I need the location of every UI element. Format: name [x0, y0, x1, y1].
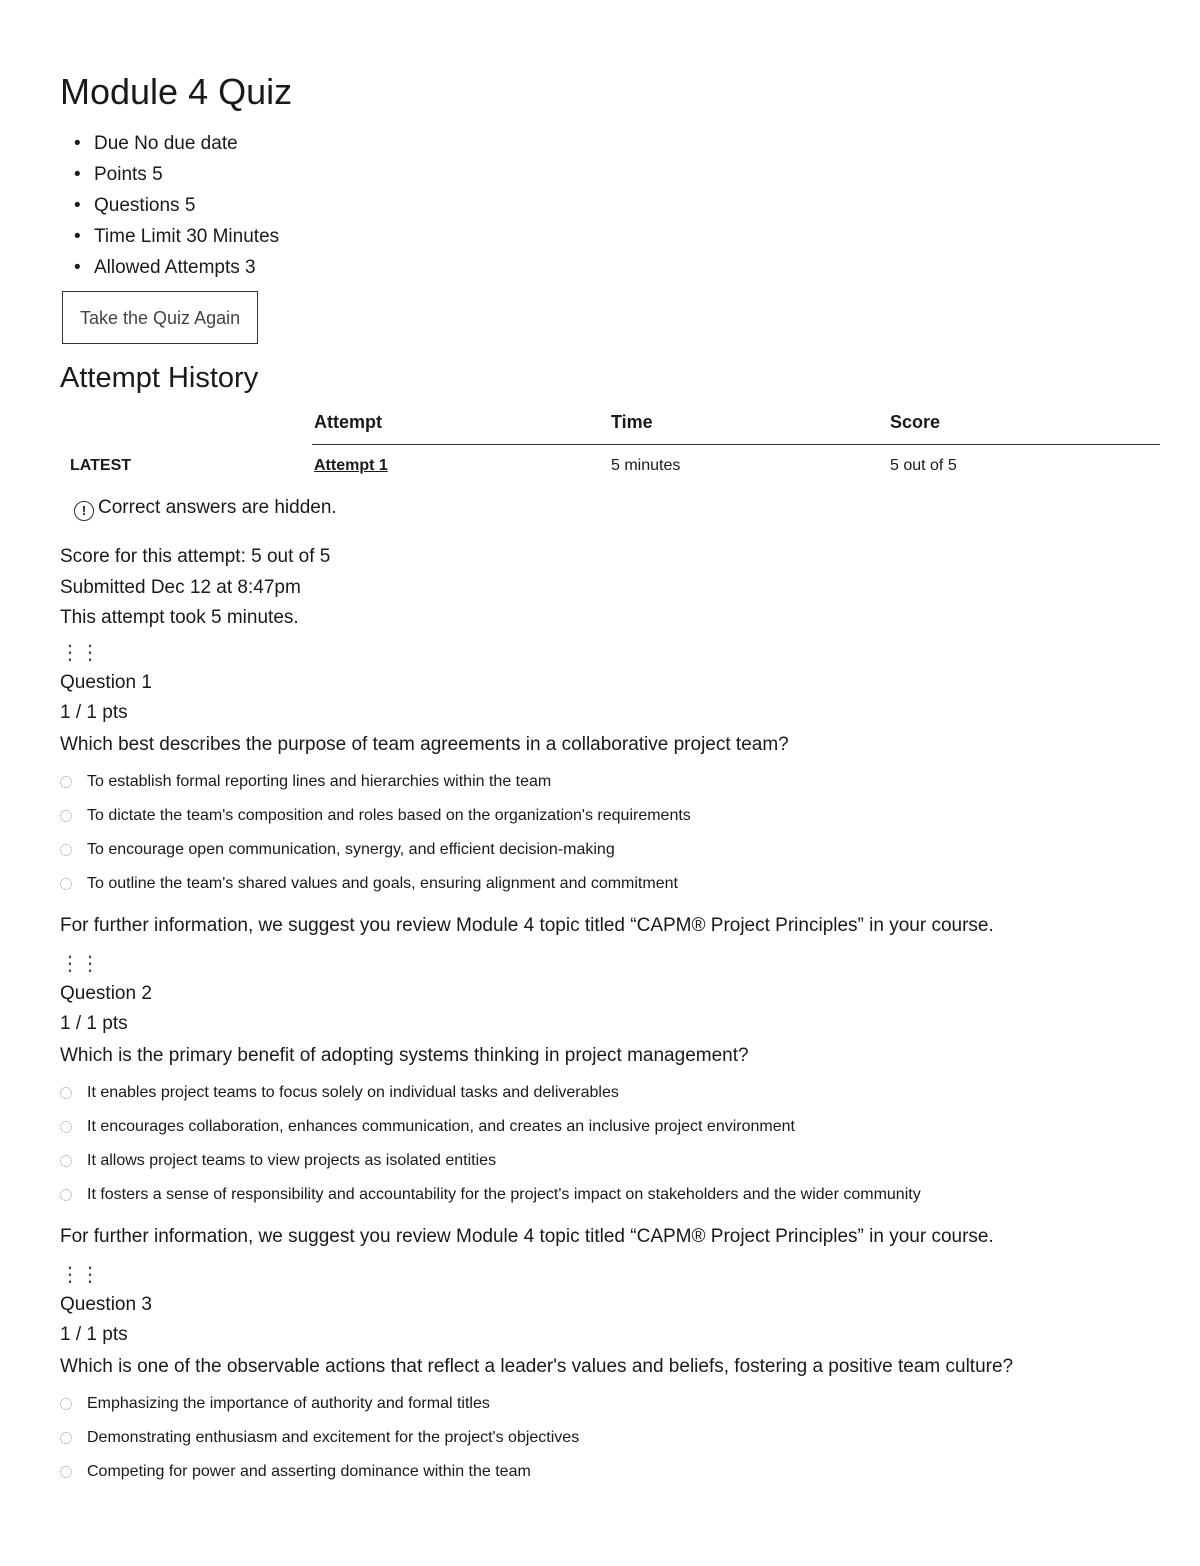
answers-hidden-notice — [74, 494, 1160, 522]
due-date: • Due No due date — [74, 128, 1160, 159]
question-2 — [60, 949, 1160, 1252]
question-feedback: For further information, we suggest you review Module 4 topic titled “CAPM® Project Principles” in your course. — [60, 914, 994, 936]
question-count: • Questions 5 — [74, 190, 1160, 221]
time-cell: 5 minutes — [611, 457, 681, 475]
answer-list — [60, 765, 1160, 901]
radio-icon — [60, 1087, 72, 1099]
question-name: Question 2 — [60, 982, 152, 1004]
answer-option[interactable] — [60, 1076, 1160, 1110]
radio-icon — [60, 1466, 72, 1478]
answer-option[interactable] — [60, 1110, 1160, 1144]
attempt-cell — [312, 444, 609, 488]
drag-handle-icon: ⋮⋮ — [60, 1263, 100, 1286]
question-points: 1 / 1 pts — [60, 1013, 128, 1034]
question-1 — [60, 638, 1160, 941]
answer-option[interactable] — [60, 1455, 1160, 1489]
question-3 — [60, 1260, 1160, 1489]
time-limit: • Time Limit 30 Minutes — [74, 221, 1160, 252]
question-feedback: For further information, we suggest you review Module 4 topic titled “CAPM® Project Principles” in your course. — [60, 1225, 994, 1247]
radio-icon — [60, 844, 72, 856]
answer-label: It allows project teams to view projects as isolated entities — [87, 1151, 497, 1169]
answer-label: To encourage open communication, synergy, and efficient decision-making — [87, 840, 615, 858]
attempt-history-heading: Attempt History — [60, 362, 259, 394]
answer-label: Competing for power and asserting dominance within the team — [87, 1462, 531, 1480]
answer-option[interactable] — [60, 1178, 1160, 1212]
radio-icon — [60, 1432, 72, 1444]
answer-label: Demonstrating enthusiasm and excitement for the project's objectives — [87, 1428, 580, 1446]
score-cell: 5 out of 5 — [890, 457, 957, 475]
answer-label: To dictate the team's composition and roles based on the organization's requirements — [87, 806, 691, 824]
answer-option[interactable] — [60, 1387, 1160, 1421]
allowed-attempts: • Allowed Attempts 3 — [74, 252, 1160, 283]
question-name: Question 3 — [60, 1293, 152, 1315]
radio-icon — [60, 1398, 72, 1410]
answer-option[interactable] — [60, 867, 1160, 901]
question-text: Which is the primary benefit of adopting systems thinking in project management? — [60, 1044, 749, 1066]
answer-option[interactable] — [60, 765, 1160, 799]
attempt-duration: This attempt took 5 minutes. — [60, 607, 299, 628]
info-icon: ! — [74, 501, 94, 521]
latest-label: LATEST — [70, 457, 132, 474]
table-header-row — [60, 412, 1160, 444]
answer-label: To establish formal reporting lines and hierarchies within the team — [87, 772, 552, 790]
radio-icon — [60, 776, 72, 788]
answer-option[interactable] — [60, 833, 1160, 867]
answer-label: To outline the team's shared values and goals, ensuring alignment and commitment — [87, 874, 678, 892]
drag-handle-icon: ⋮⋮ — [60, 641, 100, 664]
answer-option[interactable] — [60, 799, 1160, 833]
quiz-details — [74, 128, 1160, 283]
question-points: 1 / 1 pts — [60, 1324, 128, 1345]
answer-label: It fosters a sense of responsibility and accountability for the project's impact on stakeholders and the wider community — [87, 1185, 921, 1203]
radio-icon — [60, 1121, 72, 1133]
notice-text: Correct answers are hidden. — [98, 497, 337, 518]
answer-label: It encourages collaboration, enhances communication, and creates an inclusive project environment — [87, 1117, 795, 1135]
table-header-blank — [60, 412, 312, 444]
question-text: Which best describes the purpose of team agreements in a collaborative project team? — [60, 733, 789, 755]
answer-option[interactable] — [60, 1421, 1160, 1455]
question-name: Question 1 — [60, 671, 152, 693]
radio-icon — [60, 878, 72, 890]
question-text: Which is one of the observable actions that reflect a leader's values and beliefs, fostering a positive team culture? — [60, 1355, 1014, 1377]
page-title: Module 4 Quiz — [60, 71, 293, 112]
answer-label: Emphasizing the importance of authority and formal titles — [87, 1394, 490, 1412]
table-row — [60, 444, 1160, 488]
column-time: Time — [609, 412, 888, 444]
answer-list — [60, 1387, 1160, 1489]
drag-handle-icon: ⋮⋮ — [60, 952, 100, 975]
question-points: 1 / 1 pts — [60, 702, 128, 723]
column-attempt: Attempt — [312, 412, 609, 444]
answer-label: It enables project teams to focus solely on individual tasks and deliverables — [87, 1083, 619, 1101]
attempt-score: Score for this attempt: 5 out of 5 — [60, 546, 331, 567]
quiz-page — [60, 70, 1160, 1489]
radio-icon — [60, 1189, 72, 1201]
attempt-1-link[interactable]: Attempt 1 — [314, 457, 388, 475]
answer-option[interactable] — [60, 1144, 1160, 1178]
submitted-time: Submitted Dec 12 at 8:47pm — [60, 576, 301, 598]
answer-list — [60, 1076, 1160, 1212]
points: • Points 5 — [74, 159, 1160, 190]
attempt-history-table — [60, 412, 1160, 488]
radio-icon — [60, 1155, 72, 1167]
attempt-summary — [60, 542, 1160, 634]
column-score: Score — [888, 412, 1160, 444]
retake-quiz-button[interactable]: Take the Quiz Again — [62, 291, 258, 344]
radio-icon — [60, 810, 72, 822]
